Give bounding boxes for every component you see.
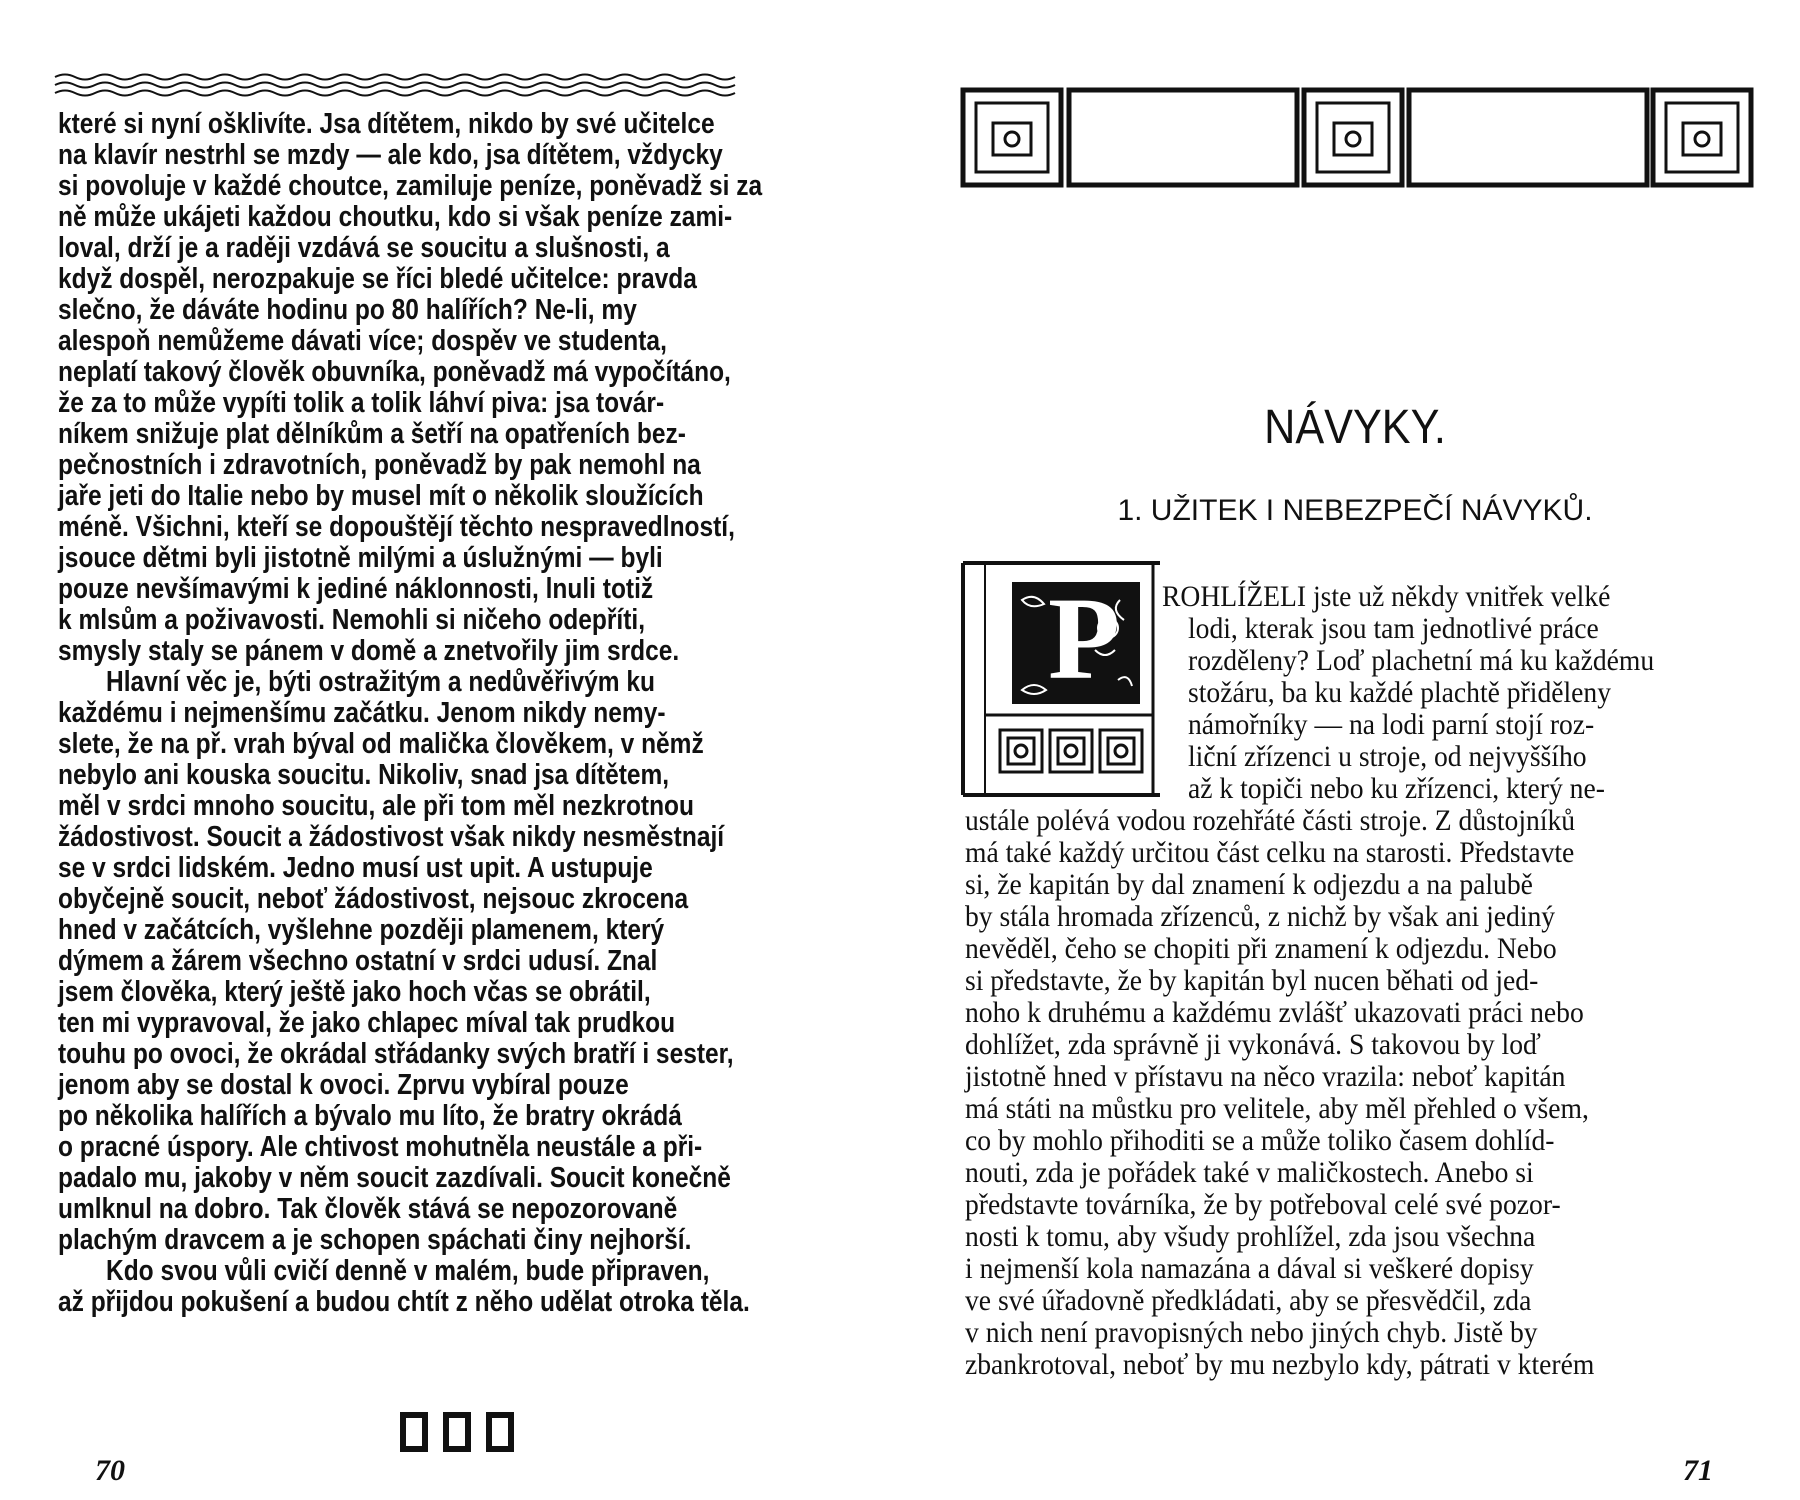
text-line: loval, drží je a raději vzdává se soucitu a slušnosti, a [58,232,670,264]
text-line: slete, že na př. vrah býval od malička člověkem, v němž [58,728,704,760]
text-line: níkem snižuje plat dělníkům a šetří na opatřeních bez- [58,418,686,450]
text-line: i nejmenší kola namazána a dával si veškeré dopisy [965,1252,1534,1285]
page-number-right: 71 [1683,1454,1713,1487]
text-line: hned v začátcích, vyšlehne později plamenem, který [58,914,665,946]
text-line: k mlsům a poživavosti. Nemohli si ničeho odepříti, [58,604,646,636]
text-line: má státi na můstku pro velitele, aby měl přehled o všem, [965,1092,1589,1125]
text-line: nebylo ani kouska soucitu. Nikoliv, snad jsa dítětem, [58,759,670,791]
text-line: až k topiči nebo ku zřízenci, který ne- [1188,772,1605,805]
text-line: ROHLÍŽELI jste už někdy vnitřek velké [1162,580,1611,613]
text-line: Hlavní věc je, býti ostražitým a nedůvěřivým ku [106,666,655,698]
text-line: si povoluje v každé choutce, zamiluje peníze, poněvadž si za [58,170,763,202]
text-line: se v srdci lidském. Jedno musí ust upit. A ustupuje [58,852,653,884]
text-line: dohlížet, zda správně ji vykonává. S takovou by loď [965,1028,1541,1061]
page-number-left: 70 [95,1454,125,1487]
text-line: stožáru, ba ku každé plachtě přiděleny [1188,676,1612,709]
text-line: pečnostních i zdravotních, poněvadž by pak nemohl na [58,449,701,481]
text-line: nevěděl, čeho se chopiti při znamení k odjezdu. Nebo [965,932,1557,965]
text-line: na klavír nestrhl se mzdy — ale kdo, jsa dítětem, vždycky [58,139,723,171]
text-line: jsouce dětmi byli jistotně milými a úslužnými — byli [58,542,663,574]
text-line: ve své úřadovně předkládati, aby se přesvědčil, zda [965,1284,1532,1317]
text-line: představte továrníka, že by potřeboval celé své pozor- [965,1188,1561,1221]
text-line: námořníky — na lodi parní stojí roz- [1188,708,1595,741]
chapter-title: NÁVYKY. [1264,401,1446,454]
text-line: Kdo svou vůli cvičí denně v malém, bude připraven, [106,1255,710,1287]
text-line: obyčejně soucit, neboť žádostivost, nejsouc zkrocena [58,883,689,915]
text-line: touhu po ovoci, že okrádal střádanky svých bratří i sester, [58,1038,734,1070]
text-line: ustále polévá vodou rozehřáté části stroje. Z důstojníků [965,804,1576,837]
text-line: o pracné úspory. Ale chtivost mohutněla neustále a při- [58,1131,703,1163]
text-line: když dospěl, nerozpakuje se říci bledé učitelce: pravda [58,263,697,295]
text-line: alespoň nemůžeme dávati více; dospěv ve studenta, [58,325,667,357]
text-line: méně. Všichni, kteří se dopouštějí těchto nespravedlností, [58,511,735,543]
text-line: si představte, že by kapitán byl nucen běhati od jed- [965,964,1539,997]
header-frame-ornament [963,90,1751,185]
text-line: každému i nejmenšímu začátku. Jenom nikdy nemy- [58,697,666,729]
text-line: zbankrotoval, neboť by mu nezbylo kdy, pátrati v kterém [965,1348,1595,1381]
text-line: že za to může vypíti tolik a tolik láhví piva: jsa továr- [58,387,665,419]
text-line: liční zřízenci u stroje, od nejvyššího [1188,740,1587,773]
text-line: slečno, že dáváte hodinu po 80 halířích? Ne-li, my [58,294,637,326]
text-line: ten mi vypravoval, že jako chlapec míval tak prudkou [58,1007,676,1039]
text-line: lodi, kterak jsou tam jednotlivé práce [1188,612,1599,645]
text-line: co by mohlo přihoditi se a může toliko časem dohlíd- [965,1124,1555,1157]
text-line: jistotně hned v přístavu na něco vrazila: neboť kapitán [965,1060,1566,1093]
section-heading: 1. UŽITEK I NEBEZPEČÍ NÁVYKŮ. [1117,494,1593,527]
text-line: měl v srdci mnoho soucitu, ale při tom měl nezkrotnou [58,790,695,822]
wavy-rule-ornament [55,75,735,96]
text-line: umlknul na dobro. Tak člověk stává se nepozorovaně [58,1193,678,1225]
text-line: po několika halířích a bývalo mu líto, že bratry okrádá [58,1100,682,1132]
text-line: jenom aby se dostal k ovoci. Zprvu vybíral pouze [58,1069,629,1101]
text-line: jsem člověka, který ještě jako hoch včas se obrátil, [58,976,651,1008]
text-line: by stála hromada zřízenců, z nichž by však ani jediný [965,900,1556,933]
text-line: jaře jeti do Italie nebo by musel mít o několik sloužících [58,480,704,512]
text-line: nouti, zda je pořádek také v maličkostech. Anebo si [965,1156,1534,1189]
text-line: padalo mu, jakoby v něm soucit zazdívali. Soucit konečně [58,1162,731,1194]
text-line: nosti k tomu, aby všudy prohlížel, zda jsou všechna [965,1220,1536,1253]
text-line: neplatí takový člověk obuvníka, poněvadž má vypočítáno, [58,356,731,388]
text-line: žádostivost. Soucit a žádostivost však nikdy nesměstnají [58,821,725,853]
dropcap-letter: P [1047,573,1121,704]
text-line: až přijdou pokušení a budou chtít z něho udělat otroka těla. [58,1286,750,1318]
text-line: dýmem a žárem všechno ostatní v srdci udusí. Znal [58,945,658,977]
text-line: ně může ukájeti každou choutku, kdo si však peníze zami- [58,201,733,233]
text-line: rozděleny? Loď plachetní má ku každému [1188,644,1655,677]
text-line: si, že kapitán by dal znamení k odjezdu a na palubě [965,868,1533,901]
text-line: smysly staly se pánem v domě a znetvořily jim srdce. [58,635,680,667]
end-ornament [403,1415,511,1449]
text-line: noho k druhému a každému zvlášť ukazovati práci nebo [965,996,1584,1029]
text-line: plachým dravcem a je schopen spáchati činy nejhorší. [58,1224,692,1256]
text-line: pouze nevšímavými k jediné náklonnosti, lnuli totiž [58,573,654,605]
text-line: v nich není pravopisných nebo jiných chyb. Jistě by [965,1316,1538,1349]
text-line: které si nyní ošklivíte. Jsa dítětem, nikdo by své učitelce [58,108,715,140]
text-line: má také každý určitou část celku na starosti. Představte [965,836,1575,869]
